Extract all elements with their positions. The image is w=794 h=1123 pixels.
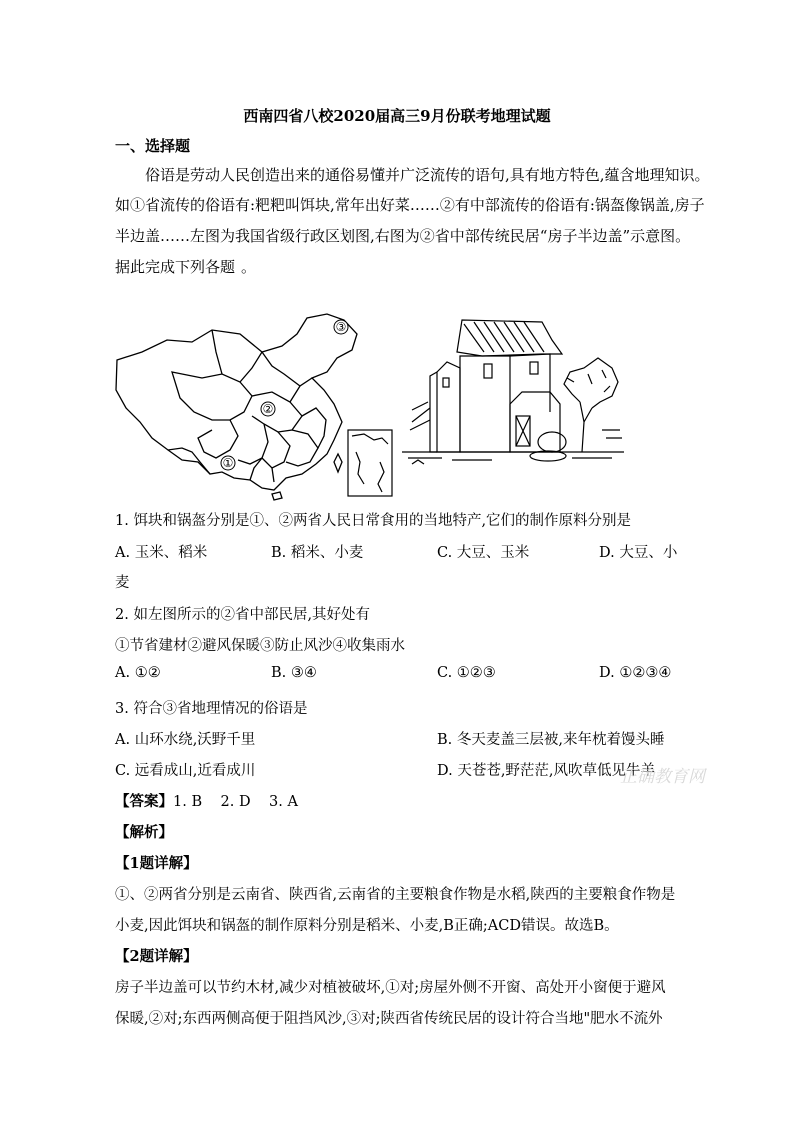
q1-option-c: C. 大豆、玉米: [437, 545, 530, 561]
q3-option-b: B. 冬天麦盖三层被,来年枕着馒头睡: [437, 732, 665, 748]
detail1-line-2: 小麦,因此饵块和锅盔的制作原料分别是稻米、小麦,B正确;ACD错误。故选B。: [115, 918, 619, 934]
intro-line-1: 俗语是劳动人民创造出来的通俗易懂并广泛流传的语句,具有地方特色,蕴含地理知识。: [145, 166, 710, 184]
q3-option-a: A. 山环水绕,沃野千里: [115, 732, 256, 748]
intro-line-4-text: 据此完成下列各题: [115, 258, 236, 276]
q2-option-c: C. ①②③: [437, 665, 496, 681]
section-heading: 一、选择题: [115, 137, 191, 155]
marker-1-label: ①: [222, 456, 234, 470]
marker-2-label: ②: [262, 402, 274, 416]
intro-line-4-mark: 。: [241, 258, 257, 276]
detail2-label: 【2题详解】: [115, 948, 198, 965]
hainan-island: [272, 492, 282, 500]
q2-sub-items: ①节省建材②避风保暖③防止风沙④收集雨水: [115, 638, 405, 654]
millstone: [538, 432, 566, 452]
q2-stem: 2. 如左图所示的②省中部民居,其好处有: [115, 607, 371, 623]
q1-option-b: B. 稻米、小麦: [271, 545, 364, 561]
q2-option-b: B. ③④: [271, 665, 317, 681]
detail1-label: 【1题详解】: [115, 855, 198, 872]
q2-option-a: A. ①②: [115, 665, 161, 681]
house-roof: [457, 320, 562, 356]
analysis-label: 【解析】: [115, 824, 173, 841]
house-wall: [460, 356, 510, 452]
south-china-sea-inset: [348, 430, 392, 496]
intro-line-4: [115, 252, 685, 282]
q2-option-d: D. ①②③④: [599, 665, 672, 681]
watermark: 正确教育网: [620, 767, 705, 787]
detail2-line-1: 房子半边盖可以节约木材,减少对植被破坏,①对;房屋外侧不开窗、高处开小窗便于避风: [115, 980, 666, 996]
q3-option-d: D. 天苍苍,野茫茫,风吹草低见牛羊: [437, 763, 656, 779]
detail1-line-1: ①、②两省分别是云南省、陕西省,云南省的主要粮食作物是水稻,陕西的主要粮食作物是: [115, 887, 676, 903]
answer-line: [115, 790, 298, 811]
answer-text: 1. B 2. D 3. A: [173, 794, 298, 810]
detail2-line-2: 保暖,②对;东西两侧高便于阻挡风沙,③对;陕西省传统民居的设计符合当地"肥水不流外: [115, 1011, 663, 1027]
answer-label: 【答案】: [115, 793, 173, 810]
marker-3-label: ③: [335, 320, 347, 334]
q1-option-d: D. 大豆、小: [599, 545, 678, 561]
q3-stem: 3. 符合③省地理情况的俗语是: [115, 701, 308, 717]
intro-line-2: 如①省流传的俗语有:粑粑叫饵块,常年出好菜……②有中部流传的俗语有:锅盔像锅盖,房子: [115, 196, 705, 214]
q3-option-c: C. 远看成山,近看成川: [115, 763, 256, 779]
map-markers: [221, 320, 348, 470]
figure-svg: [112, 312, 682, 502]
ground: [402, 452, 624, 460]
taiwan-island: [334, 454, 342, 472]
figure-area: [112, 312, 682, 502]
q1-option-a: A. 玉米、稻米: [115, 545, 208, 561]
china-province-map: [116, 314, 357, 500]
q1-stem: 1. 饵块和锅盔分别是①、②两省人民日常食用的当地特产,它们的制作原料分别是: [115, 513, 632, 529]
q1-option-d-overflow: 麦: [115, 575, 130, 591]
house-left-tower: [437, 362, 460, 452]
china-outline: [116, 314, 357, 490]
house-illustration: [402, 320, 624, 464]
page-title: 西南四省八校2020届高三9月份联考地理试题: [243, 107, 551, 125]
intro-line-3: 半边盖……左图为我国省级行政区划图,右图为②省中部传统民居“房子半边盖”示意图。: [115, 227, 691, 245]
